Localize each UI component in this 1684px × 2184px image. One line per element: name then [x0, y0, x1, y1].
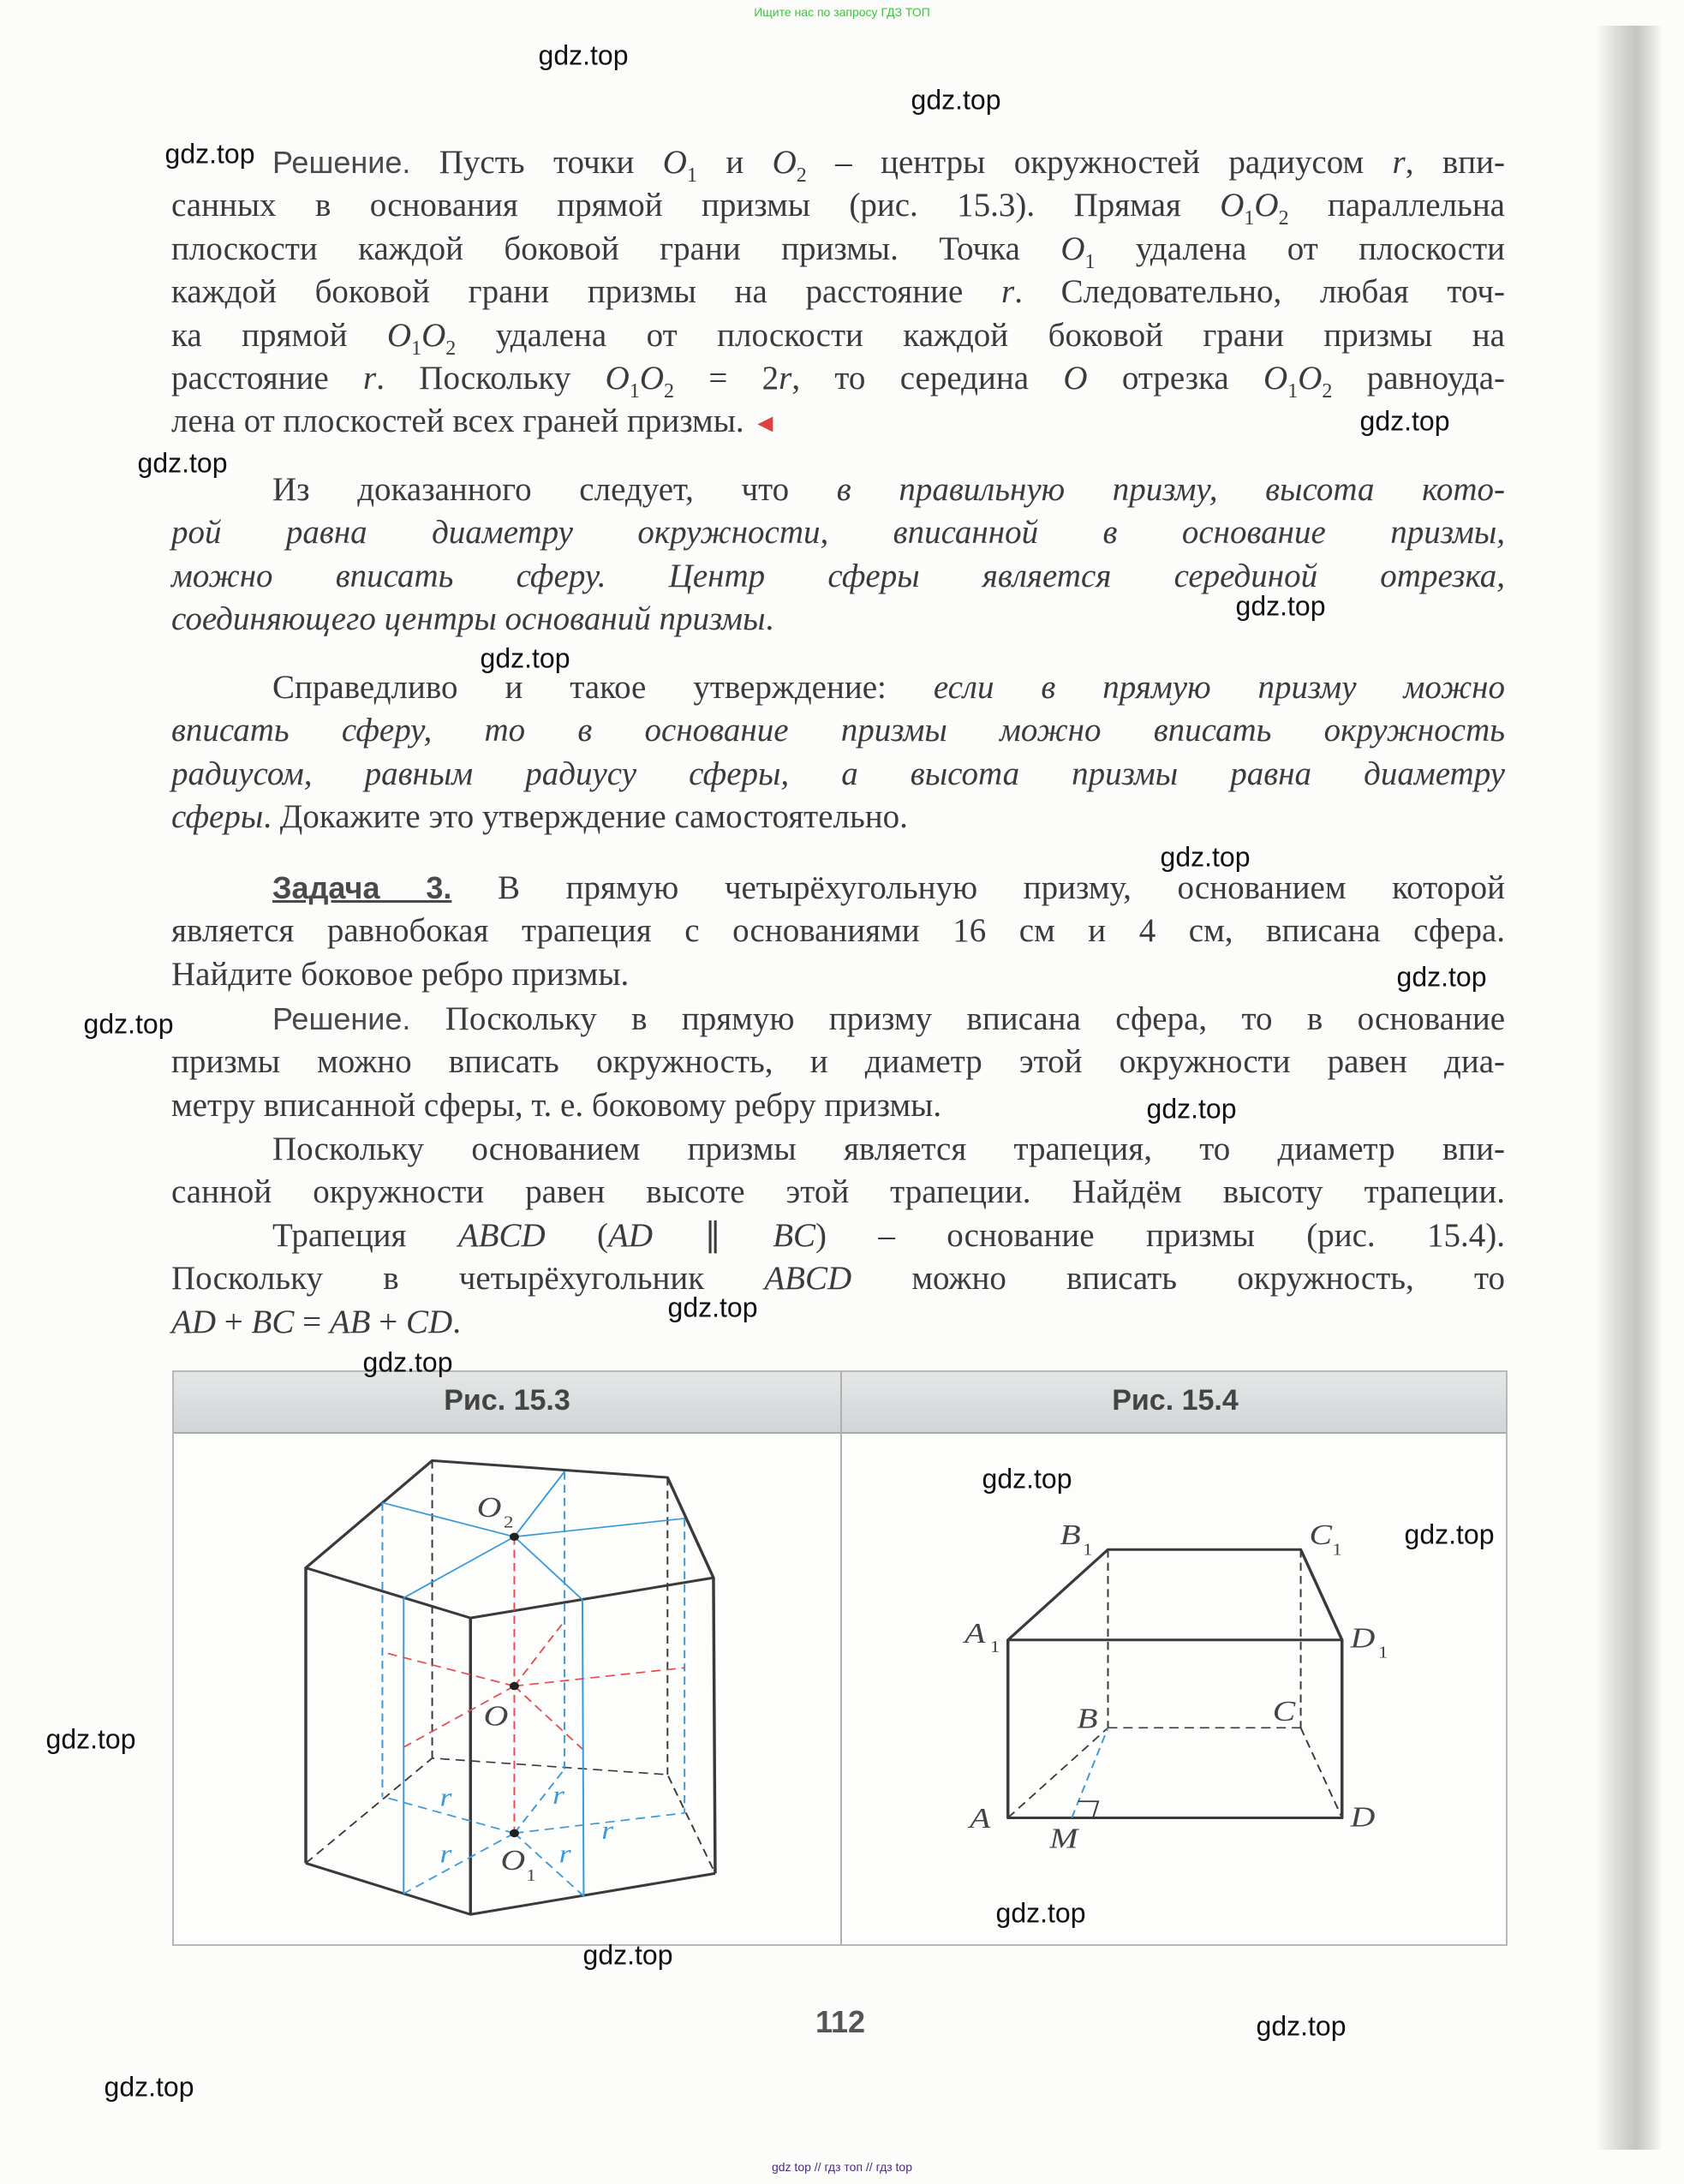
text-line — [171, 1128, 1505, 1171]
text-segment: удалена от плоскости каждой боковой грани призмы на — [456, 316, 1505, 354]
label-o2-sub: 2 — [504, 1513, 514, 1532]
watermark: gdz.top — [164, 138, 255, 170]
text-segment: расстояние — [171, 359, 364, 397]
text-line — [171, 511, 1505, 554]
end-of-proof-triangle-icon: ◄ — [752, 409, 779, 439]
math-symbol: O — [1254, 187, 1279, 224]
point-o — [510, 1682, 519, 1690]
text-segment: ) – основание призмы (рис. 15.4). — [815, 1217, 1506, 1254]
label-m: M — [1049, 1822, 1078, 1855]
watermark: gdz.top — [1404, 1519, 1495, 1550]
math-symbol: O — [605, 359, 630, 397]
problem-3-paragraph — [171, 867, 1505, 996]
section-heading: Решение. — [272, 145, 411, 180]
text-line — [171, 867, 1505, 910]
math-symbol: O — [1063, 359, 1088, 397]
text-segment: метру вписанной сферы, т. е. боковому ребру призмы. — [171, 1086, 942, 1124]
text-segment: санных в основания прямой призмы (рис. 15.3). Прямая — [171, 187, 1221, 224]
text-segment: отрезка — [1087, 359, 1264, 397]
text-segment: соединяющего центры оснований призмы — [171, 600, 766, 638]
label-a1: A — [964, 1617, 986, 1650]
label-o2: O — [476, 1491, 502, 1525]
text-segment: В прямую четырёхугольную призму, основанием которой — [451, 869, 1506, 906]
text-segment: . — [765, 600, 774, 638]
watermark: gdz.top — [104, 2071, 194, 2103]
watermark: gdz.top — [995, 1897, 1086, 1929]
math-symbol: 2 — [664, 379, 674, 403]
text-line — [171, 271, 1505, 313]
text-segment: , то середина — [791, 359, 1064, 397]
label-o: O — [483, 1699, 509, 1733]
label-r: r — [558, 1839, 571, 1869]
text-line — [171, 1214, 1505, 1257]
text-segment: . — [452, 1303, 461, 1340]
text-segment: . Следовательно, любая точ- — [1014, 273, 1505, 311]
text-segment: Найдите боковое ребро призмы. — [171, 955, 630, 993]
math-symbol: 2 — [796, 164, 807, 187]
math-symbol: O — [1263, 359, 1288, 397]
text-segment: плоскости каждой боковой грани призмы. Точка — [171, 230, 1061, 267]
figure-15-3-title: Рис. 15.3 — [444, 1384, 570, 1417]
footer-note: gdz top // гдз топ // гдз top — [771, 2160, 913, 2174]
label-r: r — [439, 1782, 452, 1812]
text-segment: удалена от плоскости — [1095, 230, 1505, 267]
text-line — [171, 1171, 1505, 1214]
text-segment: ∥ — [653, 1217, 773, 1254]
figure-15-3-pentagonal-prism — [174, 1372, 841, 1946]
label-c1: C — [1309, 1519, 1333, 1552]
text-segment: Поскольку основанием призмы является трапеция, то диаметр впи- — [272, 1131, 1505, 1167]
math-symbol: 2 — [1322, 379, 1333, 403]
watermark: gdz.top — [83, 1008, 174, 1040]
figure-15-4-trapezoid-prism — [842, 1372, 1509, 1946]
math-symbol: 1 — [686, 164, 697, 187]
label-d1: D — [1350, 1621, 1376, 1655]
math-symbol: ABCD — [457, 1217, 546, 1254]
text-line — [171, 998, 1505, 1041]
watermark: gdz.top — [538, 39, 629, 71]
watermark: gdz.top — [362, 1346, 453, 1378]
label-sub: 1 — [1083, 1540, 1093, 1560]
label-a: A — [970, 1802, 991, 1835]
text-segment: Из доказанного следует, что — [272, 471, 837, 508]
label-r: r — [552, 1781, 565, 1811]
text-segment: Поскольку в четырёхугольник — [171, 1260, 765, 1298]
label-o1: O — [500, 1844, 526, 1877]
text-line — [171, 228, 1505, 271]
text-line — [171, 1301, 1505, 1344]
figure-15-4-title: Рис. 15.4 — [1112, 1384, 1239, 1417]
text-line — [171, 1084, 1505, 1127]
text-segment: Справедливо и такое утверждение: — [272, 669, 934, 706]
text-segment: и — [696, 144, 773, 181]
text-line — [171, 953, 1505, 996]
text-segment: Поскольку в прямую призму вписана сфера, то в основание — [410, 1000, 1505, 1037]
text-line — [171, 753, 1505, 796]
math-symbol: 1 — [411, 337, 422, 360]
math-symbol: O — [639, 359, 664, 397]
text-segment: каждой боковой грани призмы на расстояние — [171, 273, 1001, 311]
trapezoid-height-paragraph — [171, 1128, 1505, 1214]
watermark: gdz.top — [1235, 590, 1326, 622]
text-segment: ( — [545, 1217, 608, 1254]
text-segment: , впи- — [1405, 144, 1505, 181]
watermark: gdz.top — [1256, 2010, 1347, 2042]
label-o1-sub: 1 — [526, 1865, 536, 1885]
statement-paragraph — [171, 666, 1505, 839]
text-segment: сферы — [171, 798, 264, 836]
text-segment: вписать сферу, то в основание призмы можно вписать окружность — [171, 712, 1505, 749]
trapezoid-paragraph — [171, 1214, 1505, 1344]
text-segment: в правильную призму, высота кото- — [836, 471, 1505, 508]
math-symbol: ABCD — [764, 1260, 852, 1298]
math-symbol: 1 — [1084, 250, 1096, 273]
text-segment: можно вписать сферу. Центр сферы является серединой отрезка, — [171, 557, 1505, 594]
section-heading: Решение. — [272, 1001, 411, 1036]
watermark: gdz.top — [1396, 961, 1487, 993]
text-line — [171, 709, 1505, 752]
math-symbol: r — [363, 359, 377, 397]
text-segment: параллельна — [1288, 187, 1505, 224]
math-symbol: 2 — [445, 337, 457, 360]
math-symbol: O — [1220, 187, 1245, 224]
text-segment: . Поскольку — [376, 359, 606, 397]
label-r: r — [601, 1816, 614, 1846]
label-b: B — [1077, 1702, 1098, 1735]
text-line — [171, 666, 1505, 709]
text-line — [171, 400, 1505, 443]
page-number: 112 — [815, 2004, 866, 2039]
watermark: gdz.top — [1146, 1093, 1237, 1125]
math-symbol: 1 — [1244, 207, 1255, 230]
page-edge-shadow — [1595, 26, 1663, 2150]
watermark: gdz.top — [911, 84, 1001, 116]
text-segment: = — [294, 1303, 330, 1340]
watermark: gdz.top — [1359, 405, 1450, 437]
figures-panel — [172, 1370, 1508, 1946]
watermark: gdz.top — [582, 1939, 673, 1971]
label-sub: 1 — [989, 1637, 1000, 1656]
problem-3-solution-paragraph — [171, 998, 1505, 1127]
math-symbol: 2 — [1278, 207, 1289, 230]
label-r: r — [439, 1839, 452, 1869]
text-segment: если в прямую призму можно — [933, 669, 1506, 706]
watermark: gdz.top — [480, 642, 570, 674]
text-segment: рой равна диаметру окружности, вписанной в основание призмы, — [171, 514, 1505, 552]
text-segment: можно вписать окружность, то — [851, 1260, 1505, 1298]
text-segment: + — [370, 1303, 406, 1340]
math-symbol: O — [772, 144, 797, 181]
math-symbol: O — [1298, 359, 1323, 397]
math-symbol: r — [1001, 273, 1015, 311]
watermark: gdz.top — [667, 1292, 758, 1323]
math-symbol: BC — [251, 1303, 295, 1340]
label-c: C — [1272, 1695, 1296, 1728]
text-line — [171, 910, 1505, 952]
text-segment: является равнобокая трапеция с основаниями 16 см и 4 см, вписана сфера. — [171, 912, 1505, 950]
math-symbol: O — [386, 316, 412, 354]
text-line — [171, 314, 1505, 360]
math-symbol: AB — [329, 1303, 371, 1340]
text-line — [171, 468, 1505, 511]
math-symbol: 1 — [629, 379, 640, 403]
math-symbol: AD — [608, 1217, 653, 1254]
text-line — [171, 1257, 1505, 1300]
solution-paragraph — [171, 141, 1505, 444]
text-segment: ка прямой — [171, 316, 387, 354]
point-o2 — [510, 1533, 519, 1541]
label-b1: B — [1060, 1519, 1081, 1552]
math-symbol: O — [1060, 230, 1085, 267]
text-segment: = 2 — [674, 359, 779, 397]
text-segment: Трапеция — [272, 1217, 458, 1254]
section-heading: Задача 3. — [272, 870, 452, 905]
text-line — [171, 1041, 1505, 1083]
text-segment: призмы можно вписать окружность, и диаметр этой окружности равен диа- — [171, 1043, 1505, 1081]
watermark: gdz.top — [45, 1723, 136, 1755]
text-segment: радиусом, равным радиусу сферы, а высота призмы равна диаметру — [171, 755, 1505, 792]
math-symbol: O — [662, 144, 687, 181]
math-symbol: 1 — [1287, 379, 1299, 403]
header-note: Ищите нас по запросу ГДЗ ТОП — [754, 5, 930, 19]
text-line — [171, 796, 1505, 838]
text-segment: Пусть точки — [410, 144, 663, 181]
text-segment: . Докажите это утверждение самостоятельно. — [263, 798, 908, 836]
text-segment: лена от плоскостей всех граней призмы. — [171, 403, 753, 440]
text-segment: – центры окружностей радиусом — [806, 144, 1393, 181]
watermark: gdz.top — [982, 1463, 1072, 1495]
math-symbol: CD — [406, 1303, 453, 1340]
point-o1 — [510, 1829, 519, 1837]
text-line — [171, 141, 1505, 187]
label-sub: 1 — [1377, 1642, 1388, 1662]
watermark: gdz.top — [137, 447, 228, 479]
text-segment: + — [216, 1303, 252, 1340]
math-symbol: r — [1392, 144, 1406, 181]
text-segment: санной окружности равен высоте этой трапеции. Найдём высоту трапеции. — [171, 1173, 1505, 1211]
math-symbol: O — [421, 316, 446, 354]
math-symbol: AD — [171, 1303, 216, 1340]
text-segment: равноуда- — [1332, 359, 1506, 397]
label-sub: 1 — [1332, 1540, 1342, 1560]
watermark: gdz.top — [1160, 841, 1251, 873]
text-line — [171, 184, 1505, 230]
text-line — [171, 357, 1506, 403]
math-symbol: r — [779, 359, 792, 397]
label-d: D — [1350, 1801, 1376, 1835]
math-symbol: BC — [773, 1217, 816, 1254]
